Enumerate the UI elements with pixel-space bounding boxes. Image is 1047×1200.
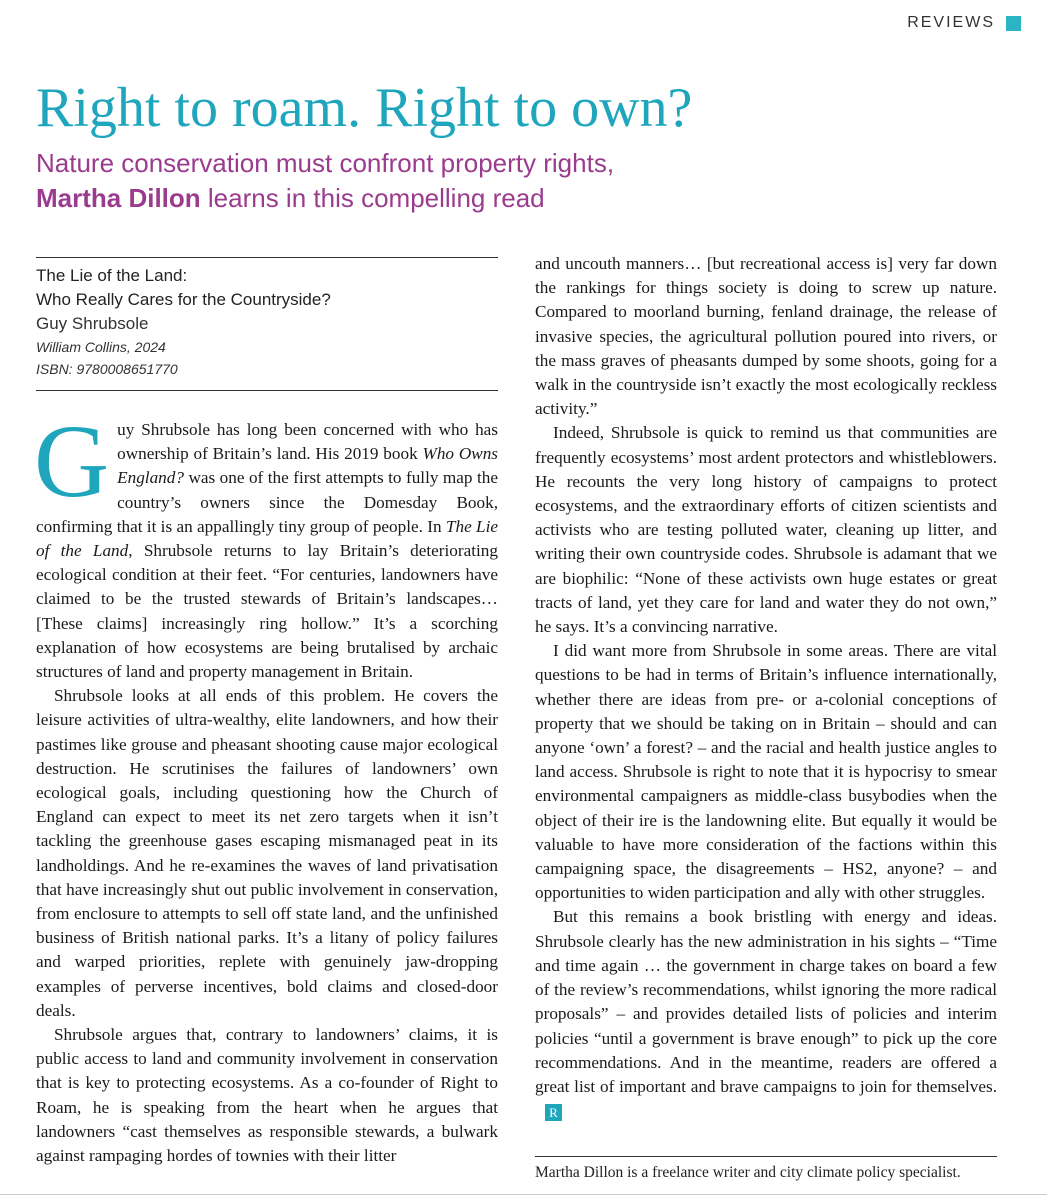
end-mark-icon: R — [545, 1104, 562, 1121]
paragraph-4: Indeed, Shrubsole is quick to remind us that communities are frequently ecosystems’ most ardent protectors and whistleblowers. He recounts the very long history of campaigns to protect ecosystems, and the extraordinary efforts of citizen scientists and activists who are testing polluted water, cleaning up litter, and writing their own countryside codes. Shrubsole is adamant that we are biophilic: “None of these activists own huge estates or great tracts of land, yet they care for land and water they do not own,” he says. It’s a convincing narrative. — [535, 423, 997, 637]
reviewer-bio: Martha Dillon is a freelance writer and city climate policy specialist. — [535, 1164, 961, 1181]
paragraph-5: I did want more from Shrubsole in some areas. There are vital questions to be had in terms of Britain’s influence internationally, whether there are ideas from pre- or a-colonial conceptions of property that we should be taking on in Britain – should and can anyone ‘own’ a forest? – and the racial and health justice angles to land access. Shrubsole is right to note that it is hypocrisy to smear environmental campaigners as middle-class busybodies when the object of their ire is the landowning elite. But equally it would be valuable to have more consideration of the factions within this campaigning space, the disagreements – HS2, anyone? – and opportunities to widen participation and ally with other struggles. — [535, 641, 997, 903]
drop-cap: G — [34, 404, 110, 519]
paragraph-6: But this remains a book bristling with energy and ideas. Shrubsole clearly has the new administration in his sights – “Time and time again … the government in charge takes on board a few of the review’s recommendations, whilst ignoring the more radical proposals” – and provides detailed lists of policies and interim policies “until a government is brave enough” to pick up the core recommendations. And in the meantime, readers are offered a great list of important and brave campaigns to join for themselves.R — [535, 907, 997, 1120]
book-author: Guy Shrubsole — [36, 314, 149, 333]
standfirst-author: Martha Dillon — [36, 183, 201, 213]
book-isbn: ISBN: 9780008651770 — [36, 361, 178, 377]
paragraph-3-continued: and uncouth manners… [but recreational access is] very far down the rankings for things society is doing to screw up nature. Compared to moorland burning, fenland drainage, the release of invasive species, the agricultural pollution poured into rivers, or the mass graves of pheasants dumped by some shoots, going for a walk in the countryside isn’t exactly the most ecologically reckless activity.” — [535, 254, 997, 419]
book-title-line2: Who Really Cares for the Countryside? — [36, 290, 331, 309]
paragraph-3: Shrubsole argues that, contrary to landowners’ claims, it is public access to land and community involvement in conservation that is key to protecting ecosystems. As a co-founder of Right to Roam, he is speaking from the heart when he argues that landowners “cast themselves as responsible stewards, a bulwark against rampaging hordes of townies with their litter — [36, 1025, 498, 1166]
paragraph-2: Shrubsole looks at all ends of this problem. He covers the leisure activities of ultra-wealthy, elite landowners, and how their pastimes like grouse and pheasant shooting cause major ecological destruction. He scrutinises the failures of landowners’ own ecological goals, including questioning how the Church of England can expect to meet its net zero targets when it isn’t tackling the greenhouse gases escaping mismanaged peat in its landholdings. And he re-examines the waves of land privatisation that have increasingly shut out public involvement in conservation, from enclosure to attempts to sell off state land, and the unfinished business of British national parks. It’s a litany of policy failures and warped priorities, replete with genuinely jaw-dropping examples of perverse incentives, bold claims and closed-door deals. — [36, 686, 498, 1020]
paragraph-1: Guy Shrubsole has long been concerned with who has ownership of Britain’s land. His 2019 book Who Owns England? was one of the first attempts to fully map the country’s owners since the Domesday Book, confirming that it is an appallingly tiny group of people. In The Lie of the Land, Shrubsole returns to lay Britain’s deteriorating ecological condition at their feet. “For centuries, landowners have claimed to be the trusted stewards of Britain’s landscapes… [These claims] increasingly ring hollow.” It’s a scorching explanation of how ecosystems are being brutalised by archaic structures of land and property management in Britain. — [34, 404, 498, 682]
book-reference: The Lie of the Land — [36, 516, 498, 561]
book-info-box — [36, 257, 498, 380]
article-column-right — [535, 252, 997, 1123]
standfirst-line1: Nature conservation must confront property rights, — [36, 148, 615, 178]
headline: Right to roam. Right to own? — [36, 77, 693, 139]
bio-rule — [535, 1156, 997, 1157]
book-reference: Who Owns England? — [117, 444, 498, 488]
standfirst — [36, 146, 1016, 216]
book-title-line1: The Lie of the Land: — [36, 266, 188, 285]
page-bottom-rule — [0, 1194, 1047, 1195]
article-column-left — [34, 404, 498, 1168]
section-marker-square — [1006, 16, 1021, 31]
book-info-rule — [36, 390, 498, 391]
section-label: REVIEWS — [907, 14, 995, 31]
standfirst-rest: learns in this compelling read — [200, 183, 545, 213]
standfirst-line2 — [36, 181, 1016, 216]
book-publisher: William Collins, 2024 — [36, 339, 166, 355]
